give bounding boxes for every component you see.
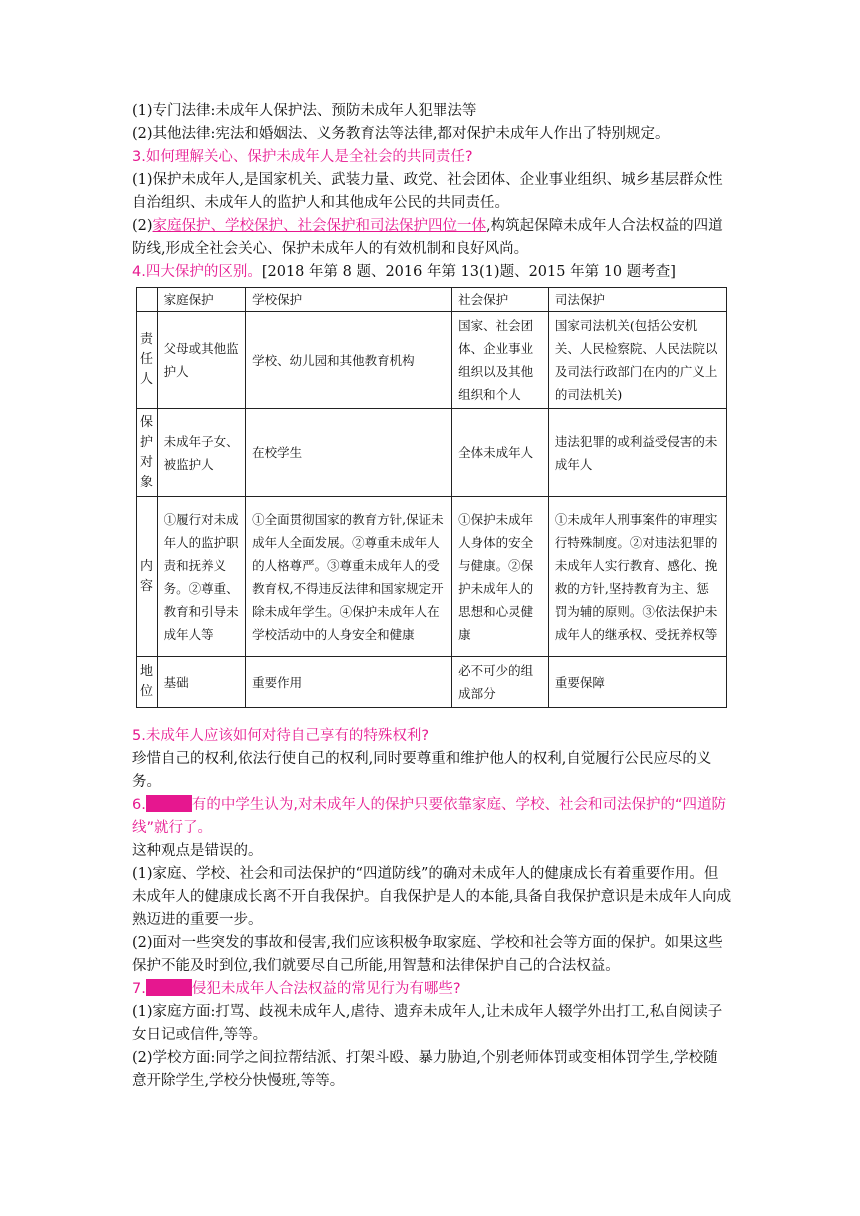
table-cell: 重要保障 [548, 657, 726, 708]
table-cell: 基础 [157, 657, 246, 708]
row-label: 地位 [137, 657, 158, 708]
table-cell: ①全面贯彻国家的教育方针,保证未成年人全面发展。②尊重未成年人的人格尊严。③尊重未成年人的受教育权,不得违反法律和国家规定开除未成年学生。④保护未成年人在学校活动中的人身安全和健康 [246, 497, 452, 657]
table-header-row [137, 288, 727, 312]
highlight-box [146, 979, 192, 996]
table-cell: 重要作用 [246, 657, 452, 708]
q6-verdict: 这种观点是错误的。 [132, 843, 263, 859]
protection-comparison-table [136, 287, 727, 708]
table-row [137, 409, 727, 497]
q6-answer-2: (2)面对一些突发的事故和侵害,我们应该积极争取家庭、学校和社会等方面的保护。如果这些保护不能及时到位,我们就要尽自己所能,用智慧和法律保护自己的合法权益。 [132, 935, 723, 974]
q7-answer-1: (1)家庭方面:打骂、歧视未成年人,虐待、遗弃未成年人,让未成年人辍学外出打工,私自阅读子女日记或信件,等等。 [132, 1004, 723, 1043]
q3-answer-1: (1)保护未成年人,是国家机关、武装力量、政党、社会团体、企业事业组织、城乡基层群众性自治组织、未成年人的监护人和其他成年公民的共同责任。 [132, 172, 723, 211]
table-cell: 违法犯罪的或利益受侵害的未成年人 [548, 409, 726, 497]
table-cell: 全体未成年人 [452, 409, 549, 497]
row-label: 保护对象 [137, 409, 158, 497]
table-cell: 学校、幼儿园和其他教育机构 [246, 312, 452, 409]
document-page [132, 100, 732, 1093]
exam-reference: [2018 年第 8 题、2016 年第 13(1)题、2015 年第 10 题考查] [261, 264, 676, 280]
q6-answer-1: (1)家庭、学校、社会和司法保护的“四道防线”的确对未成年人的健康成长有着重要作用。但未成年人的健康成长离不开自我保护。自我保护是人的本能,具备自我保护意识是未成年人向成熟迈进的重要一步。 [132, 866, 732, 928]
question-6-title: 6. 有的中学生认为,对未成年人的保护只要依靠家庭、学校、社会和司法保护的“四道防线”就行了。 [132, 797, 726, 836]
table-cell: 必不可少的组成部分 [452, 657, 549, 708]
table-cell: 在校学生 [246, 409, 452, 497]
table-cell: ①未成年人刑事案件的审理实行特殊制度。②对违法犯罪的未成年人实行教育、感化、挽救的方针,坚持教育为主、惩罚为辅的原则。③依法保护未成年人的继承权、受抚养权等 [548, 497, 726, 657]
table-cell: 国家、社会团体、企业事业组织以及其他组织和个人 [452, 312, 549, 409]
table-header: 家庭保护 [157, 288, 246, 312]
table-cell: 未成年子女、被监护人 [157, 409, 246, 497]
table-cell: 国家司法机关(包括公安机关、人民检察院、人民法院以及司法行政部门在内的广义上的司法机关) [548, 312, 726, 409]
table-row [137, 657, 727, 708]
table-cell: ①履行对未成年人的监护职责和抚养义务。②尊重、教育和引导未成年人等 [157, 497, 246, 657]
question-4-title: 4.四大保护的区别。[2018 年第 8 题、2016 年第 13(1)题、2015 年第 10 题考查] [132, 264, 676, 280]
question-5-title: 5.未成年人应该如何对待自己享有的特殊权利? [132, 728, 430, 744]
table-cell: ①保护未成年人身体的安全与健康。②保护未成年人的思想和心灵健康 [452, 497, 549, 657]
question-7-title: 7. 侵犯未成年人合法权益的常见行为有哪些? [132, 981, 461, 997]
q5-answer: 珍惜自己的权利,依法行使自己的权利,同时要尊重和维护他人的权利,自觉履行公民应尽的义务。 [132, 751, 712, 790]
question-3-title: 3.如何理解关心、保护未成年人是全社会的共同责任? [132, 149, 473, 165]
row-label: 内容 [137, 497, 158, 657]
q3-answer-2: (2)家庭保护、学校保护、社会保护和司法保护四位一体,构筑起保障未成年人合法权益的四道防线,形成全社会关心、保护未成年人的有效机制和良好风尚。 [132, 218, 723, 257]
table-cell: 父母或其他监护人 [157, 312, 246, 409]
intro-line-2: (2)其他法律:宪法和婚姻法、义务教育法等法律,都对保护未成年人作出了特别规定。 [132, 126, 670, 142]
table-row [137, 312, 727, 409]
table-header-empty [137, 288, 158, 312]
table-header: 学校保护 [246, 288, 452, 312]
q7-answer-2: (2)学校方面:同学之间拉帮结派、打架斗殴、暴力胁迫,个别老师体罚或变相体罚学生,学校随意开除学生,学校分快慢班,等等。 [132, 1050, 718, 1089]
table-header: 社会保护 [452, 288, 549, 312]
table-row [137, 497, 727, 657]
row-label: 责任人 [137, 312, 158, 409]
highlight-box [146, 795, 192, 812]
intro-line-1: (1)专门法律:未成年人保护法、预防未成年人犯罪法等 [132, 103, 477, 119]
table-header: 司法保护 [548, 288, 726, 312]
q3-highlight: 家庭保护、学校保护、社会保护和司法保护四位一体 [152, 218, 487, 234]
